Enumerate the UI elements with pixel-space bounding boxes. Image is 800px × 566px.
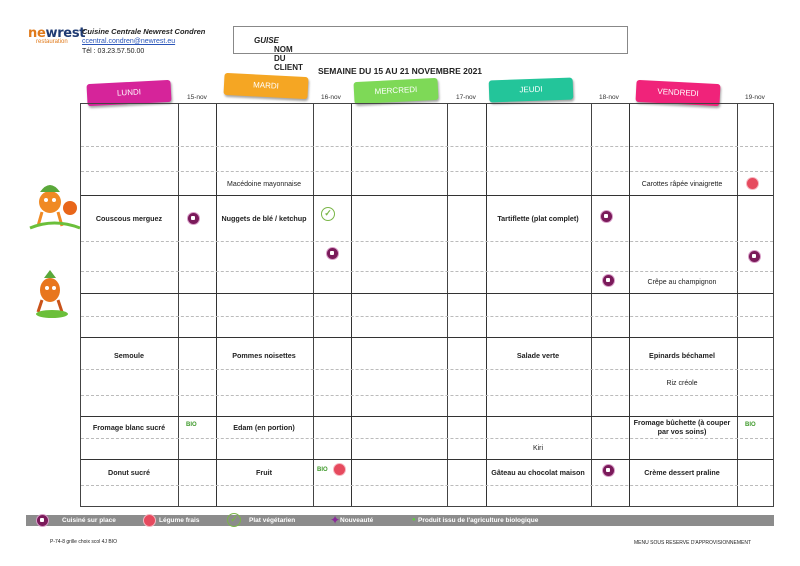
logo-subtitle: restauration [36,39,68,45]
mardi-dessert: Fruit [256,467,272,477]
tab-jeudi: JEUDI [489,78,574,103]
date-vendredi: 19-nov [745,94,765,101]
jeudi-plat: Tartiflette (plat complet) [497,213,579,223]
bio-leaf-icon: ● [412,517,416,523]
vegetarian-icon: ✓ [321,207,335,221]
legend-bar [26,515,774,526]
vendredi-plat2: Crêpe au champignon [647,278,717,286]
jeudi-dessert: Gâteau au chocolat maison [491,467,585,477]
date-lundi: 15-nov [187,94,207,101]
jeudi-fromage: Kiri [532,445,544,452]
vendredi-fromage: Fromage bûchette (à couper par vos soins) [633,418,731,436]
lundi-plat: Couscous merguez [95,213,163,223]
vegetarian-icon: ✓ [227,513,241,527]
newrest-logo: newrest [28,26,86,41]
legend-vege: Plat végétarien [249,517,296,524]
tab-mercredi: MERCREDI [353,78,438,104]
plate-icon [600,210,613,223]
lundi-fromage: Fromage blanc sucré [92,422,166,432]
mardi-plat: Nuggets de blé / ketchup [221,213,307,223]
mardi-fromage: Edam (en portion) [233,422,295,432]
vendredi-dessert: Crème dessert praline [644,467,720,477]
date-jeudi: 18-nov [599,94,619,101]
plate-icon [326,247,339,260]
client-name: GUISE [254,36,279,45]
footer-disclaimer: MENU SOUS RESERVE D'APPROVISIONNEMENT [634,540,751,546]
kitchen-info [82,27,205,57]
week-title: SEMAINE DU 15 AU 21 NOVEMBRE 2021 [317,66,483,76]
new-star-icon: ✦ [330,513,341,527]
date-mercredi: 17-nov [456,94,476,101]
vendredi-accompagnement2: Riz créole [666,379,698,387]
client-label: NOM DU CLIENT [274,45,303,72]
lundi-accompagnement: Semoule [114,350,144,360]
legend-bio: Produit issu de l'agriculture biologique [418,517,539,524]
plate-icon [748,250,761,263]
legend-nouveaute: Nouveauté [340,517,374,524]
fresh-vegetable-icon [333,463,346,476]
bio-leaf-icon: BIO [317,467,328,473]
bio-leaf-icon: BIO [745,422,756,428]
carrot-mascot-icon [28,178,84,232]
vendredi-entree: Carottes râpée vinaigrette [641,180,723,188]
vendredi-accompagnement: Epinards béchamel [649,350,715,360]
plate-icon [602,274,615,287]
date-mardi: 16-nov [321,94,341,101]
plate-icon [36,514,49,527]
fresh-vegetable-icon [143,514,156,527]
tab-lundi: LUNDI [86,80,171,106]
lundi-dessert: Donut sucré [108,467,150,477]
tab-mardi: MARDI [223,73,308,99]
kitchen-email[interactable]: ccentral.condren@newrest.eu [82,38,176,45]
kitchen-phone: Tél : 03.23.57.50.00 [82,48,145,55]
kitchen-name: Cuisine Centrale Newrest Condren [82,27,206,36]
plate-icon [187,212,200,225]
footer-reference: P-74-8 grille choix scol 4J BIO [50,539,117,545]
tab-vendredi: VENDREDI [635,80,720,106]
mardi-entree: Macédoine mayonnaise [227,180,301,188]
mardi-accompagnement: Pommes noisettes [232,350,296,360]
menu-grid [80,103,774,507]
legend-cuisine: Cuisiné sur place [62,517,116,524]
fresh-vegetable-icon [746,177,759,190]
legend-legume: Légume frais [159,517,200,524]
bio-leaf-icon: BIO [186,422,197,428]
jeudi-accompagnement: Salade verte [516,350,560,360]
plate-icon [602,464,615,477]
fruit-mascot-icon [32,270,72,320]
